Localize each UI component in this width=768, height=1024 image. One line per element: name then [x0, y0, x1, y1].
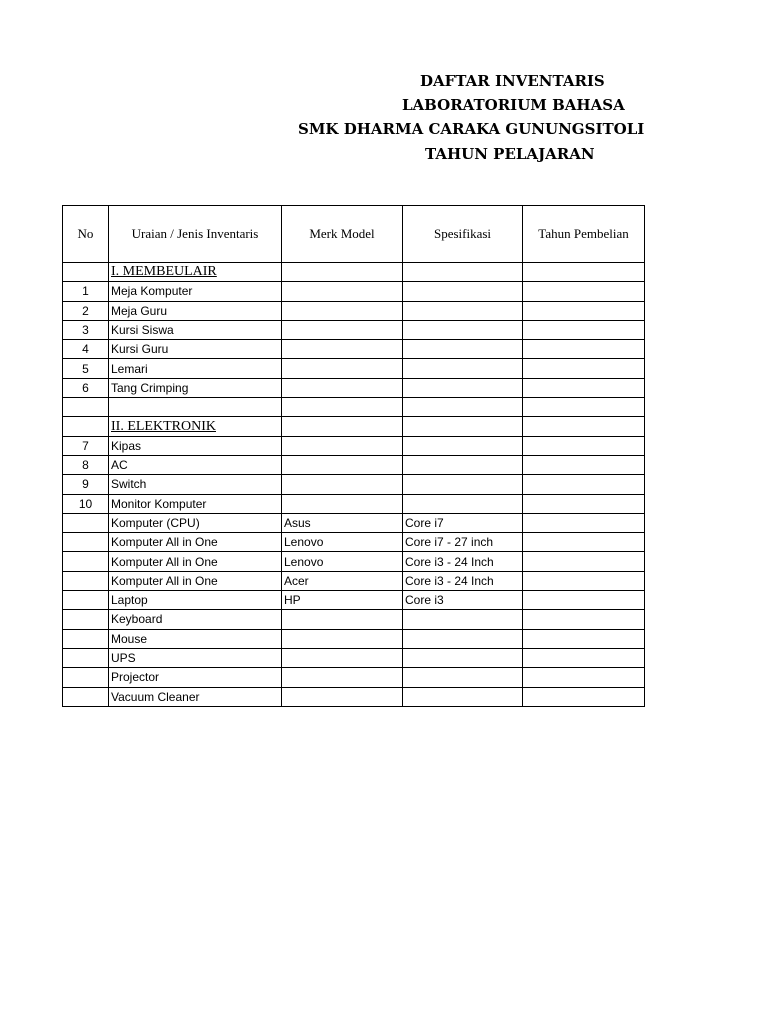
cell-year [523, 571, 645, 590]
cell-no: 10 [63, 494, 109, 513]
title-line-4: TAHUN PELAJARAN [425, 145, 595, 163]
header-spec: Spesifikasi [403, 206, 523, 263]
table-row [63, 494, 645, 513]
cell-no: 6 [63, 378, 109, 397]
cell-item: Keyboard [109, 610, 282, 629]
table-row [63, 533, 645, 552]
cell-item: Vacuum Cleaner [109, 687, 282, 706]
inventory-table [62, 205, 645, 707]
cell-brand [282, 455, 403, 474]
cell-year [523, 417, 645, 436]
cell-year [523, 648, 645, 667]
cell-spec [403, 282, 523, 301]
cell-year [523, 436, 645, 455]
cell-item: Mouse [109, 629, 282, 648]
blank-row [63, 398, 645, 417]
cell-brand [282, 417, 403, 436]
cell-no: 2 [63, 301, 109, 320]
cell-no [63, 687, 109, 706]
table-row [63, 668, 645, 687]
cell-year [523, 455, 645, 474]
cell-year [523, 552, 645, 571]
cell-brand [282, 648, 403, 667]
cell-brand [282, 475, 403, 494]
cell-no [63, 263, 109, 282]
cell-year [523, 359, 645, 378]
cell-no: 7 [63, 436, 109, 455]
cell-year [523, 494, 645, 513]
cell-spec [403, 359, 523, 378]
cell-spec [403, 687, 523, 706]
cell-year [523, 398, 645, 417]
cell-brand [282, 340, 403, 359]
cell-spec [403, 436, 523, 455]
cell-brand [282, 263, 403, 282]
table-row [63, 591, 645, 610]
cell-year [523, 533, 645, 552]
cell-year [523, 513, 645, 532]
cell-no [63, 571, 109, 590]
cell-item: AC [109, 455, 282, 474]
cell-no: 4 [63, 340, 109, 359]
cell-spec [403, 494, 523, 513]
cell-item [109, 398, 282, 417]
cell-brand [282, 668, 403, 687]
cell-spec [403, 417, 523, 436]
cell-brand: Acer [282, 571, 403, 590]
cell-no [63, 591, 109, 610]
table-row [63, 455, 645, 474]
cell-item: Komputer All in One [109, 533, 282, 552]
cell-spec: Core i7 - 27 inch [403, 533, 523, 552]
title-line-2: LABORATORIUM BAHASA [402, 96, 625, 114]
table-row [63, 629, 645, 648]
cell-no [63, 610, 109, 629]
cell-item: Komputer All in One [109, 552, 282, 571]
cell-no [63, 648, 109, 667]
table-row [63, 552, 645, 571]
section-heading: I. MEMBEULAIR [109, 263, 282, 282]
cell-year [523, 629, 645, 648]
cell-spec [403, 263, 523, 282]
cell-spec [403, 668, 523, 687]
cell-no: 1 [63, 282, 109, 301]
cell-year [523, 591, 645, 610]
cell-year [523, 687, 645, 706]
cell-brand [282, 687, 403, 706]
cell-year [523, 378, 645, 397]
cell-spec: Core i3 - 24 Inch [403, 552, 523, 571]
section-row [63, 417, 645, 436]
cell-brand [282, 282, 403, 301]
cell-brand: HP [282, 591, 403, 610]
table-row [63, 475, 645, 494]
cell-no [63, 533, 109, 552]
cell-item: UPS [109, 648, 282, 667]
header-no: No [63, 206, 109, 263]
cell-no: 9 [63, 475, 109, 494]
cell-brand: Lenovo [282, 533, 403, 552]
cell-brand: Lenovo [282, 552, 403, 571]
cell-item: Kursi Guru [109, 340, 282, 359]
cell-year [523, 340, 645, 359]
cell-item: Kursi Siswa [109, 320, 282, 339]
cell-item: Tang Crimping [109, 378, 282, 397]
cell-year [523, 668, 645, 687]
cell-brand [282, 494, 403, 513]
cell-spec [403, 378, 523, 397]
cell-spec [403, 475, 523, 494]
cell-spec [403, 455, 523, 474]
title-line-3: SMK DHARMA CARAKA GUNUNGSITOLI [298, 120, 645, 138]
section-row [63, 263, 645, 282]
cell-no [63, 398, 109, 417]
cell-no [63, 552, 109, 571]
cell-no [63, 668, 109, 687]
header-brand: Merk Model [282, 206, 403, 263]
table-header-row [63, 206, 645, 263]
cell-spec: Core i7 [403, 513, 523, 532]
cell-item: Switch [109, 475, 282, 494]
cell-item: Lemari [109, 359, 282, 378]
cell-no [63, 513, 109, 532]
cell-brand [282, 320, 403, 339]
cell-brand [282, 610, 403, 629]
cell-brand [282, 359, 403, 378]
table-row [63, 359, 645, 378]
cell-brand [282, 301, 403, 320]
cell-item: Kipas [109, 436, 282, 455]
cell-no [63, 629, 109, 648]
cell-year [523, 301, 645, 320]
table-row [63, 687, 645, 706]
cell-item: Meja Guru [109, 301, 282, 320]
cell-year [523, 263, 645, 282]
cell-no: 5 [63, 359, 109, 378]
cell-spec [403, 610, 523, 629]
cell-brand [282, 398, 403, 417]
cell-year [523, 282, 645, 301]
cell-item: Projector [109, 668, 282, 687]
table-row [63, 513, 645, 532]
cell-no [63, 417, 109, 436]
cell-spec [403, 648, 523, 667]
table-row [63, 610, 645, 629]
cell-spec [403, 629, 523, 648]
cell-item: Monitor Komputer [109, 494, 282, 513]
cell-item: Komputer All in One [109, 571, 282, 590]
cell-spec: Core i3 [403, 591, 523, 610]
cell-spec [403, 340, 523, 359]
section-heading: II. ELEKTRONIK [109, 417, 282, 436]
cell-spec: Core i3 - 24 Inch [403, 571, 523, 590]
table-row [63, 436, 645, 455]
table-row [63, 282, 645, 301]
cell-year [523, 320, 645, 339]
cell-item: Meja Komputer [109, 282, 282, 301]
cell-year [523, 610, 645, 629]
document-title-block [0, 70, 768, 170]
title-line-1: DAFTAR INVENTARIS [420, 72, 605, 90]
table-row [63, 320, 645, 339]
table-row [63, 378, 645, 397]
cell-item: Laptop [109, 591, 282, 610]
cell-year [523, 475, 645, 494]
cell-no: 3 [63, 320, 109, 339]
table-row [63, 571, 645, 590]
table-body [63, 263, 645, 707]
cell-brand [282, 629, 403, 648]
cell-spec [403, 301, 523, 320]
header-item: Uraian / Jenis Inventaris [109, 206, 282, 263]
cell-spec [403, 398, 523, 417]
cell-item: Komputer (CPU) [109, 513, 282, 532]
cell-no: 8 [63, 455, 109, 474]
cell-brand: Asus [282, 513, 403, 532]
cell-brand [282, 378, 403, 397]
table-row [63, 340, 645, 359]
cell-spec [403, 320, 523, 339]
cell-brand [282, 436, 403, 455]
header-year: Tahun Pembelian [523, 206, 645, 263]
table-row [63, 301, 645, 320]
table-row [63, 648, 645, 667]
